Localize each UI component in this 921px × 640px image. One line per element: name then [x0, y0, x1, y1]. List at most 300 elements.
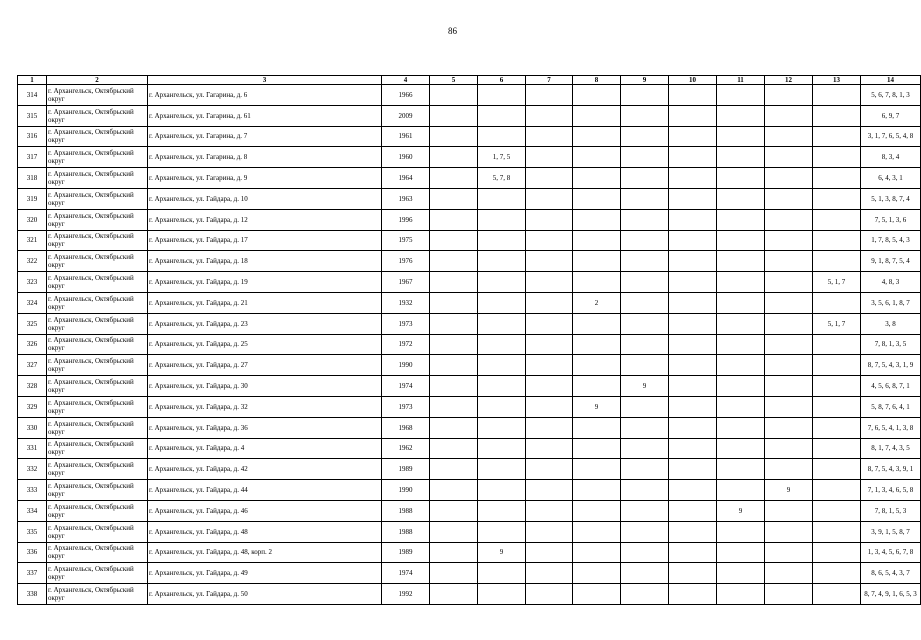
- row-number-cell: 337: [18, 563, 47, 584]
- table-row: [18, 542, 921, 563]
- col13-cell: [813, 438, 861, 459]
- col9-cell: [621, 292, 669, 313]
- col8-cell: [573, 584, 621, 605]
- address-cell: г. Архангельск, ул. Гайдара, д. 10: [148, 188, 382, 209]
- row-number-cell: 326: [18, 334, 47, 355]
- col14-cell: 8, 3, 4: [861, 147, 921, 168]
- col11-cell: [717, 272, 765, 293]
- district-cell: г. Архангельск, Октябрьский округ: [47, 417, 148, 438]
- column-header: 10: [669, 76, 717, 85]
- address-cell: г. Архангельск, ул. Гайдара, д. 25: [148, 334, 382, 355]
- col14-cell: 6, 9, 7: [861, 105, 921, 126]
- col6-cell: [478, 126, 526, 147]
- col10-cell: [669, 209, 717, 230]
- col7-cell: [526, 563, 573, 584]
- col9-cell: [621, 500, 669, 521]
- col9-cell: [621, 521, 669, 542]
- col14-cell: 5, 1, 3, 8, 7, 4: [861, 188, 921, 209]
- year-cell: 1973: [382, 313, 430, 334]
- col10-cell: [669, 355, 717, 376]
- col5-cell: [430, 334, 478, 355]
- district-cell: г. Архангельск, Октябрьский округ: [47, 313, 148, 334]
- col12-cell: [765, 168, 813, 189]
- col13-cell: [813, 147, 861, 168]
- table-row: [18, 168, 921, 189]
- col9-cell: [621, 230, 669, 251]
- col12-cell: [765, 500, 813, 521]
- table-row: [18, 521, 921, 542]
- year-cell: 1989: [382, 542, 430, 563]
- table-row: [18, 584, 921, 605]
- col10-cell: [669, 521, 717, 542]
- col10-cell: [669, 105, 717, 126]
- col12-cell: [765, 126, 813, 147]
- col13-cell: [813, 459, 861, 480]
- col12-cell: [765, 313, 813, 334]
- col6-cell: [478, 85, 526, 106]
- row-number-cell: 325: [18, 313, 47, 334]
- col10-cell: [669, 334, 717, 355]
- col5-cell: [430, 542, 478, 563]
- table-row: [18, 438, 921, 459]
- col6-cell: [478, 396, 526, 417]
- address-cell: г. Архангельск, ул. Гайдара, д. 18: [148, 251, 382, 272]
- col5-cell: [430, 584, 478, 605]
- col12-cell: [765, 396, 813, 417]
- col5-cell: [430, 396, 478, 417]
- col13-cell: [813, 292, 861, 313]
- address-cell: г. Архангельск, ул. Гайдара, д. 30: [148, 376, 382, 397]
- year-cell: 1989: [382, 459, 430, 480]
- col9-cell: [621, 355, 669, 376]
- col11-cell: [717, 251, 765, 272]
- column-header: 8: [573, 76, 621, 85]
- col7-cell: [526, 272, 573, 293]
- table-row: [18, 355, 921, 376]
- col11-cell: [717, 459, 765, 480]
- col11-cell: 9: [717, 500, 765, 521]
- district-cell: г. Архангельск, Октябрьский округ: [47, 521, 148, 542]
- row-number-cell: 333: [18, 480, 47, 501]
- row-number-cell: 336: [18, 542, 47, 563]
- col14-cell: 4, 5, 6, 8, 7, 1: [861, 376, 921, 397]
- col12-cell: [765, 230, 813, 251]
- column-header: 4: [382, 76, 430, 85]
- col14-cell: 4, 8, 3: [861, 272, 921, 293]
- col10-cell: [669, 251, 717, 272]
- col6-cell: [478, 376, 526, 397]
- col13-cell: [813, 209, 861, 230]
- address-cell: г. Архангельск, ул. Гайдара, д. 23: [148, 313, 382, 334]
- table-row: [18, 313, 921, 334]
- col10-cell: [669, 438, 717, 459]
- row-number-cell: 319: [18, 188, 47, 209]
- column-header: 9: [621, 76, 669, 85]
- table-row: [18, 272, 921, 293]
- district-cell: г. Архангельск, Октябрьский округ: [47, 584, 148, 605]
- col5-cell: [430, 313, 478, 334]
- col6-cell: [478, 292, 526, 313]
- col10-cell: [669, 563, 717, 584]
- row-number-cell: 331: [18, 438, 47, 459]
- col7-cell: [526, 168, 573, 189]
- year-cell: 1973: [382, 396, 430, 417]
- col6-cell: [478, 480, 526, 501]
- col6-cell: [478, 438, 526, 459]
- district-cell: г. Архангельск, Октябрьский округ: [47, 105, 148, 126]
- col5-cell: [430, 459, 478, 480]
- district-cell: г. Архангельск, Октябрьский округ: [47, 126, 148, 147]
- year-cell: 1990: [382, 355, 430, 376]
- address-cell: г. Архангельск, ул. Гагарина, д. 9: [148, 168, 382, 189]
- address-cell: г. Архангельск, ул. Гагарина, д. 61: [148, 105, 382, 126]
- column-header: 6: [478, 76, 526, 85]
- col7-cell: [526, 292, 573, 313]
- col10-cell: [669, 480, 717, 501]
- col14-cell: 6, 4, 3, 1: [861, 168, 921, 189]
- col6-cell: [478, 459, 526, 480]
- col12-cell: [765, 376, 813, 397]
- col12-cell: [765, 438, 813, 459]
- col9-cell: [621, 334, 669, 355]
- col8-cell: [573, 376, 621, 397]
- col9-cell: [621, 396, 669, 417]
- column-header: 14: [861, 76, 921, 85]
- col11-cell: [717, 480, 765, 501]
- district-cell: г. Архангельск, Октябрьский округ: [47, 147, 148, 168]
- col7-cell: [526, 417, 573, 438]
- district-cell: г. Архангельск, Октябрьский округ: [47, 542, 148, 563]
- col6-cell: [478, 563, 526, 584]
- col5-cell: [430, 480, 478, 501]
- col12-cell: [765, 334, 813, 355]
- column-header: 7: [526, 76, 573, 85]
- table-row: [18, 334, 921, 355]
- col11-cell: [717, 105, 765, 126]
- col9-cell: [621, 105, 669, 126]
- address-cell: г. Архангельск, ул. Гайдара, д. 32: [148, 396, 382, 417]
- district-cell: г. Архангельск, Октябрьский округ: [47, 85, 148, 106]
- table-row: [18, 417, 921, 438]
- col12-cell: [765, 584, 813, 605]
- col14-cell: 8, 7, 5, 4, 3, 9, 1: [861, 459, 921, 480]
- year-cell: 1992: [382, 584, 430, 605]
- col5-cell: [430, 209, 478, 230]
- table-body: [18, 85, 921, 605]
- col5-cell: [430, 272, 478, 293]
- row-number-cell: 316: [18, 126, 47, 147]
- col12-cell: 9: [765, 480, 813, 501]
- table-row: [18, 85, 921, 106]
- row-number-cell: 329: [18, 396, 47, 417]
- row-number-cell: 314: [18, 85, 47, 106]
- col10-cell: [669, 188, 717, 209]
- col13-cell: [813, 521, 861, 542]
- col5-cell: [430, 147, 478, 168]
- col11-cell: [717, 85, 765, 106]
- col5-cell: [430, 230, 478, 251]
- col7-cell: [526, 230, 573, 251]
- col10-cell: [669, 292, 717, 313]
- district-cell: г. Архангельск, Октябрьский округ: [47, 251, 148, 272]
- table-row: [18, 459, 921, 480]
- col11-cell: [717, 396, 765, 417]
- col8-cell: [573, 251, 621, 272]
- col6-cell: [478, 251, 526, 272]
- district-cell: г. Архангельск, Октябрьский округ: [47, 563, 148, 584]
- row-number-cell: 332: [18, 459, 47, 480]
- col7-cell: [526, 105, 573, 126]
- address-cell: г. Архангельск, ул. Гайдара, д. 21: [148, 292, 382, 313]
- column-header: 1: [18, 76, 47, 85]
- page-number: 86: [448, 26, 457, 36]
- col9-cell: [621, 85, 669, 106]
- row-number-cell: 330: [18, 417, 47, 438]
- col9-cell: [621, 542, 669, 563]
- row-number-cell: 320: [18, 209, 47, 230]
- col9-cell: [621, 438, 669, 459]
- col8-cell: [573, 230, 621, 251]
- col12-cell: [765, 251, 813, 272]
- col11-cell: [717, 542, 765, 563]
- column-header: 3: [148, 76, 382, 85]
- table-row: [18, 209, 921, 230]
- address-cell: г. Архангельск, ул. Гайдара, д. 27: [148, 355, 382, 376]
- year-cell: 1960: [382, 147, 430, 168]
- row-number-cell: 321: [18, 230, 47, 251]
- col8-cell: [573, 105, 621, 126]
- col13-cell: [813, 480, 861, 501]
- col14-cell: 8, 7, 5, 4, 3, 1, 9: [861, 355, 921, 376]
- year-cell: 1964: [382, 168, 430, 189]
- col9-cell: [621, 417, 669, 438]
- col10-cell: [669, 542, 717, 563]
- col7-cell: [526, 355, 573, 376]
- col11-cell: [717, 188, 765, 209]
- year-cell: 1988: [382, 500, 430, 521]
- col13-cell: 5, 1, 7: [813, 272, 861, 293]
- address-cell: г. Архангельск, ул. Гайдара, д. 49: [148, 563, 382, 584]
- year-cell: 1932: [382, 292, 430, 313]
- col7-cell: [526, 521, 573, 542]
- col14-cell: 5, 6, 7, 8, 1, 3: [861, 85, 921, 106]
- row-number-cell: 334: [18, 500, 47, 521]
- col5-cell: [430, 500, 478, 521]
- col7-cell: [526, 188, 573, 209]
- col7-cell: [526, 396, 573, 417]
- address-cell: г. Архангельск, ул. Гайдара, д. 19: [148, 272, 382, 293]
- col10-cell: [669, 85, 717, 106]
- table-row: [18, 500, 921, 521]
- col6-cell: 1, 7, 5: [478, 147, 526, 168]
- col8-cell: [573, 272, 621, 293]
- col10-cell: [669, 459, 717, 480]
- col8-cell: [573, 417, 621, 438]
- col11-cell: [717, 209, 765, 230]
- address-cell: г. Архангельск, ул. Гагарина, д. 6: [148, 85, 382, 106]
- col6-cell: [478, 272, 526, 293]
- year-cell: 1996: [382, 209, 430, 230]
- col9-cell: [621, 209, 669, 230]
- col9-cell: [621, 188, 669, 209]
- col5-cell: [430, 563, 478, 584]
- table-row: [18, 105, 921, 126]
- col7-cell: [526, 480, 573, 501]
- col12-cell: [765, 85, 813, 106]
- col5-cell: [430, 417, 478, 438]
- col11-cell: [717, 334, 765, 355]
- row-number-cell: 317: [18, 147, 47, 168]
- col11-cell: [717, 417, 765, 438]
- col14-cell: 3, 8: [861, 313, 921, 334]
- col7-cell: [526, 147, 573, 168]
- col8-cell: [573, 188, 621, 209]
- row-number-cell: 327: [18, 355, 47, 376]
- col8-cell: [573, 147, 621, 168]
- col7-cell: [526, 500, 573, 521]
- col7-cell: [526, 126, 573, 147]
- address-cell: г. Архангельск, ул. Гайдара, д. 48: [148, 521, 382, 542]
- col11-cell: [717, 521, 765, 542]
- col13-cell: [813, 376, 861, 397]
- col11-cell: [717, 438, 765, 459]
- year-cell: 1963: [382, 188, 430, 209]
- col10-cell: [669, 230, 717, 251]
- address-cell: г. Архангельск, ул. Гайдара, д. 50: [148, 584, 382, 605]
- col9-cell: [621, 313, 669, 334]
- col12-cell: [765, 542, 813, 563]
- col6-cell: [478, 105, 526, 126]
- col5-cell: [430, 168, 478, 189]
- col13-cell: [813, 417, 861, 438]
- district-cell: г. Архангельск, Октябрьский округ: [47, 459, 148, 480]
- col9-cell: [621, 459, 669, 480]
- col9-cell: [621, 168, 669, 189]
- col7-cell: [526, 459, 573, 480]
- col5-cell: [430, 355, 478, 376]
- address-cell: г. Архангельск, ул. Гайдара, д. 4: [148, 438, 382, 459]
- year-cell: 1972: [382, 334, 430, 355]
- table-row: [18, 480, 921, 501]
- col13-cell: [813, 126, 861, 147]
- col10-cell: [669, 417, 717, 438]
- col6-cell: [478, 188, 526, 209]
- col11-cell: [717, 563, 765, 584]
- col11-cell: [717, 126, 765, 147]
- col13-cell: [813, 85, 861, 106]
- table-row: [18, 396, 921, 417]
- row-number-cell: 322: [18, 251, 47, 272]
- year-cell: 1967: [382, 272, 430, 293]
- col13-cell: [813, 105, 861, 126]
- col14-cell: 1, 7, 8, 5, 4, 3: [861, 230, 921, 251]
- col9-cell: [621, 272, 669, 293]
- table-row: [18, 563, 921, 584]
- year-cell: 1976: [382, 251, 430, 272]
- district-cell: г. Архангельск, Октябрьский округ: [47, 376, 148, 397]
- table-row: [18, 230, 921, 251]
- col13-cell: [813, 584, 861, 605]
- col7-cell: [526, 209, 573, 230]
- col9-cell: [621, 147, 669, 168]
- col14-cell: 3, 5, 6, 1, 8, 7: [861, 292, 921, 313]
- address-cell: г. Архангельск, ул. Гайдара, д. 44: [148, 480, 382, 501]
- col12-cell: [765, 459, 813, 480]
- col13-cell: [813, 542, 861, 563]
- row-number-cell: 323: [18, 272, 47, 293]
- col5-cell: [430, 188, 478, 209]
- col11-cell: [717, 292, 765, 313]
- col10-cell: [669, 376, 717, 397]
- district-cell: г. Архангельск, Октябрьский округ: [47, 168, 148, 189]
- col14-cell: 7, 6, 5, 4, 1, 3, 8: [861, 417, 921, 438]
- col10-cell: [669, 396, 717, 417]
- col7-cell: [526, 251, 573, 272]
- district-cell: г. Архангельск, Октябрьский округ: [47, 355, 148, 376]
- col12-cell: [765, 272, 813, 293]
- row-number-cell: 335: [18, 521, 47, 542]
- table-row: [18, 376, 921, 397]
- column-header: 2: [47, 76, 148, 85]
- row-number-cell: 328: [18, 376, 47, 397]
- col8-cell: [573, 168, 621, 189]
- col8-cell: [573, 542, 621, 563]
- year-cell: 1961: [382, 126, 430, 147]
- col12-cell: [765, 355, 813, 376]
- table-row: [18, 188, 921, 209]
- col5-cell: [430, 376, 478, 397]
- col13-cell: 5, 1, 7: [813, 313, 861, 334]
- col6-cell: [478, 584, 526, 605]
- col8-cell: [573, 85, 621, 106]
- col13-cell: [813, 563, 861, 584]
- table-row: [18, 126, 921, 147]
- col8-cell: [573, 563, 621, 584]
- address-cell: г. Архангельск, ул. Гагарина, д. 7: [148, 126, 382, 147]
- col9-cell: [621, 251, 669, 272]
- col11-cell: [717, 230, 765, 251]
- col10-cell: [669, 147, 717, 168]
- row-number-cell: 315: [18, 105, 47, 126]
- year-cell: 1962: [382, 438, 430, 459]
- year-cell: 1990: [382, 480, 430, 501]
- col14-cell: 5, 8, 7, 6, 4, 1: [861, 396, 921, 417]
- col6-cell: [478, 334, 526, 355]
- district-cell: г. Архангельск, Октябрьский округ: [47, 230, 148, 251]
- address-cell: г. Архангельск, ул. Гайдара, д. 12: [148, 209, 382, 230]
- district-cell: г. Архангельск, Октябрьский округ: [47, 438, 148, 459]
- district-cell: г. Архангельск, Октябрьский округ: [47, 272, 148, 293]
- col14-cell: 7, 8, 1, 3, 5: [861, 334, 921, 355]
- col9-cell: [621, 126, 669, 147]
- col10-cell: [669, 500, 717, 521]
- col12-cell: [765, 105, 813, 126]
- address-cell: г. Архангельск, ул. Гайдара, д. 48, корп. 2: [148, 542, 382, 563]
- col10-cell: [669, 272, 717, 293]
- col8-cell: [573, 126, 621, 147]
- col14-cell: 7, 8, 1, 5, 3: [861, 500, 921, 521]
- table-row: [18, 147, 921, 168]
- col11-cell: [717, 313, 765, 334]
- col5-cell: [430, 105, 478, 126]
- year-cell: 1975: [382, 230, 430, 251]
- col10-cell: [669, 584, 717, 605]
- col8-cell: [573, 480, 621, 501]
- col8-cell: 2: [573, 292, 621, 313]
- col9-cell: [621, 584, 669, 605]
- col5-cell: [430, 251, 478, 272]
- col5-cell: [430, 438, 478, 459]
